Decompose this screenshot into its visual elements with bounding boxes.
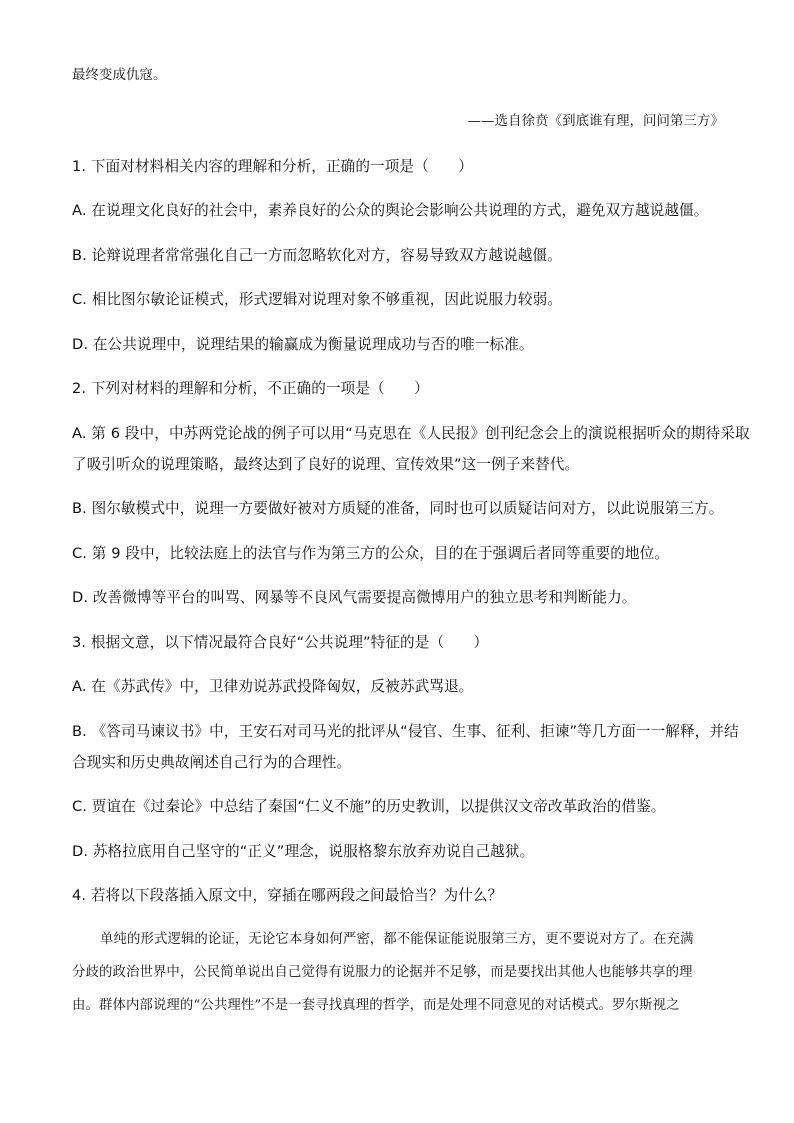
question-2-option-d: D. 改善微博等平台的叫骂、网暴等不良风气需要提高微博用户的独立思考和判断能力。 [72,589,637,606]
question-4-passage-line1: 单纯的形式逻辑的论证，无论它本身如何严密，都不能保证能说服第三方，更不要说对方了。在充满 [100,932,694,947]
question-3-stem: 3. 根据文意，以下情况最符合良好“公共说理”特征的是（ ） [72,634,489,651]
question-1-option-b: B. 论辩说理者常常强化自己一方而忽略软化对方，容易导致双方越说越僵。 [72,247,562,264]
question-2-option-b: B. 图尔敏模式中，说理一方要做好被对方质疑的准备，同时也可以质疑诘问对方，以此说服第三方。 [72,500,724,517]
question-1-option-a: A. 在说理文化良好的社会中，素养良好的公众的舆论会影响公共说理的方式，避免双方越说越僵。 [72,202,709,219]
question-4-passage-line3: 由。群体内部说理的“公共理性”不是一套寻找真理的哲学，而是处理不同意见的对话模式。罗尔斯视之 [72,998,680,1013]
question-2-stem: 2. 下列对材料的理解和分析，不正确的一项是（ ） [72,380,429,397]
question-1-option-c: C. 相比图尔敏论证模式，形式逻辑对说理对象不够重视，因此说服力较弱。 [72,291,562,308]
question-3-option-b-line2: 合现实和历史典故阐述自己行为的合理性。 [72,754,352,771]
intro-tail-text: 最终变成仇寇。 [72,68,167,83]
question-2-option-a-line2: 了吸引听众的说理策略，最终达到了良好的说理、宣传效果”这一例子来替代。 [72,456,580,473]
question-3-option-d: D. 苏格拉底用自己坚守的“正义”理念，说服格黎东放弃劝说自己越狱。 [72,843,535,860]
question-1-option-d: D. 在公共说理中，说理结果的输赢成为衡量说理成功与否的唯一标准。 [72,336,534,353]
question-4-stem: 4. 若将以下段落插入原文中，穿插在哪两段之间最恰当？为什么？ [72,887,503,904]
question-2-option-c: C. 第 9 段中，比较法庭上的法官与作为第三方的公众，目的在于强调后者同等重要的地位。 [72,545,669,562]
question-2-option-a-line1: A. 第 6 段中，中苏两党论战的例子可以用“马克思在《人民报》创刊纪念会上的演说根据听众的期待采取 [72,425,750,442]
question-1-stem: 1. 下面对材料相关内容的理解和分析，正确的一项是（ ） [72,158,473,175]
question-4-passage-line2: 分歧的政治世界中，公民简单说出自己觉得有说服力的论据并不足够，而是要找出其他人也能够共享的理 [72,965,693,980]
question-3-option-b-line1: B. 《答司马谏议书》中，王安石对司马光的批评从“侵官、生事、征利、拒谏”等几方面一一解释，并结 [72,723,739,740]
question-3-option-c: C. 贾谊在《过秦论》中总结了秦国“仁义不施”的历史教训，以提供汉文帝改革政治的借鉴。 [72,798,666,815]
source-citation: ——选自徐贲《到底谁有理，问问第三方》 [467,114,724,129]
question-3-option-a: A. 在《苏武传》中，卫律劝说苏武投降匈奴，反被苏武骂退。 [72,678,474,695]
